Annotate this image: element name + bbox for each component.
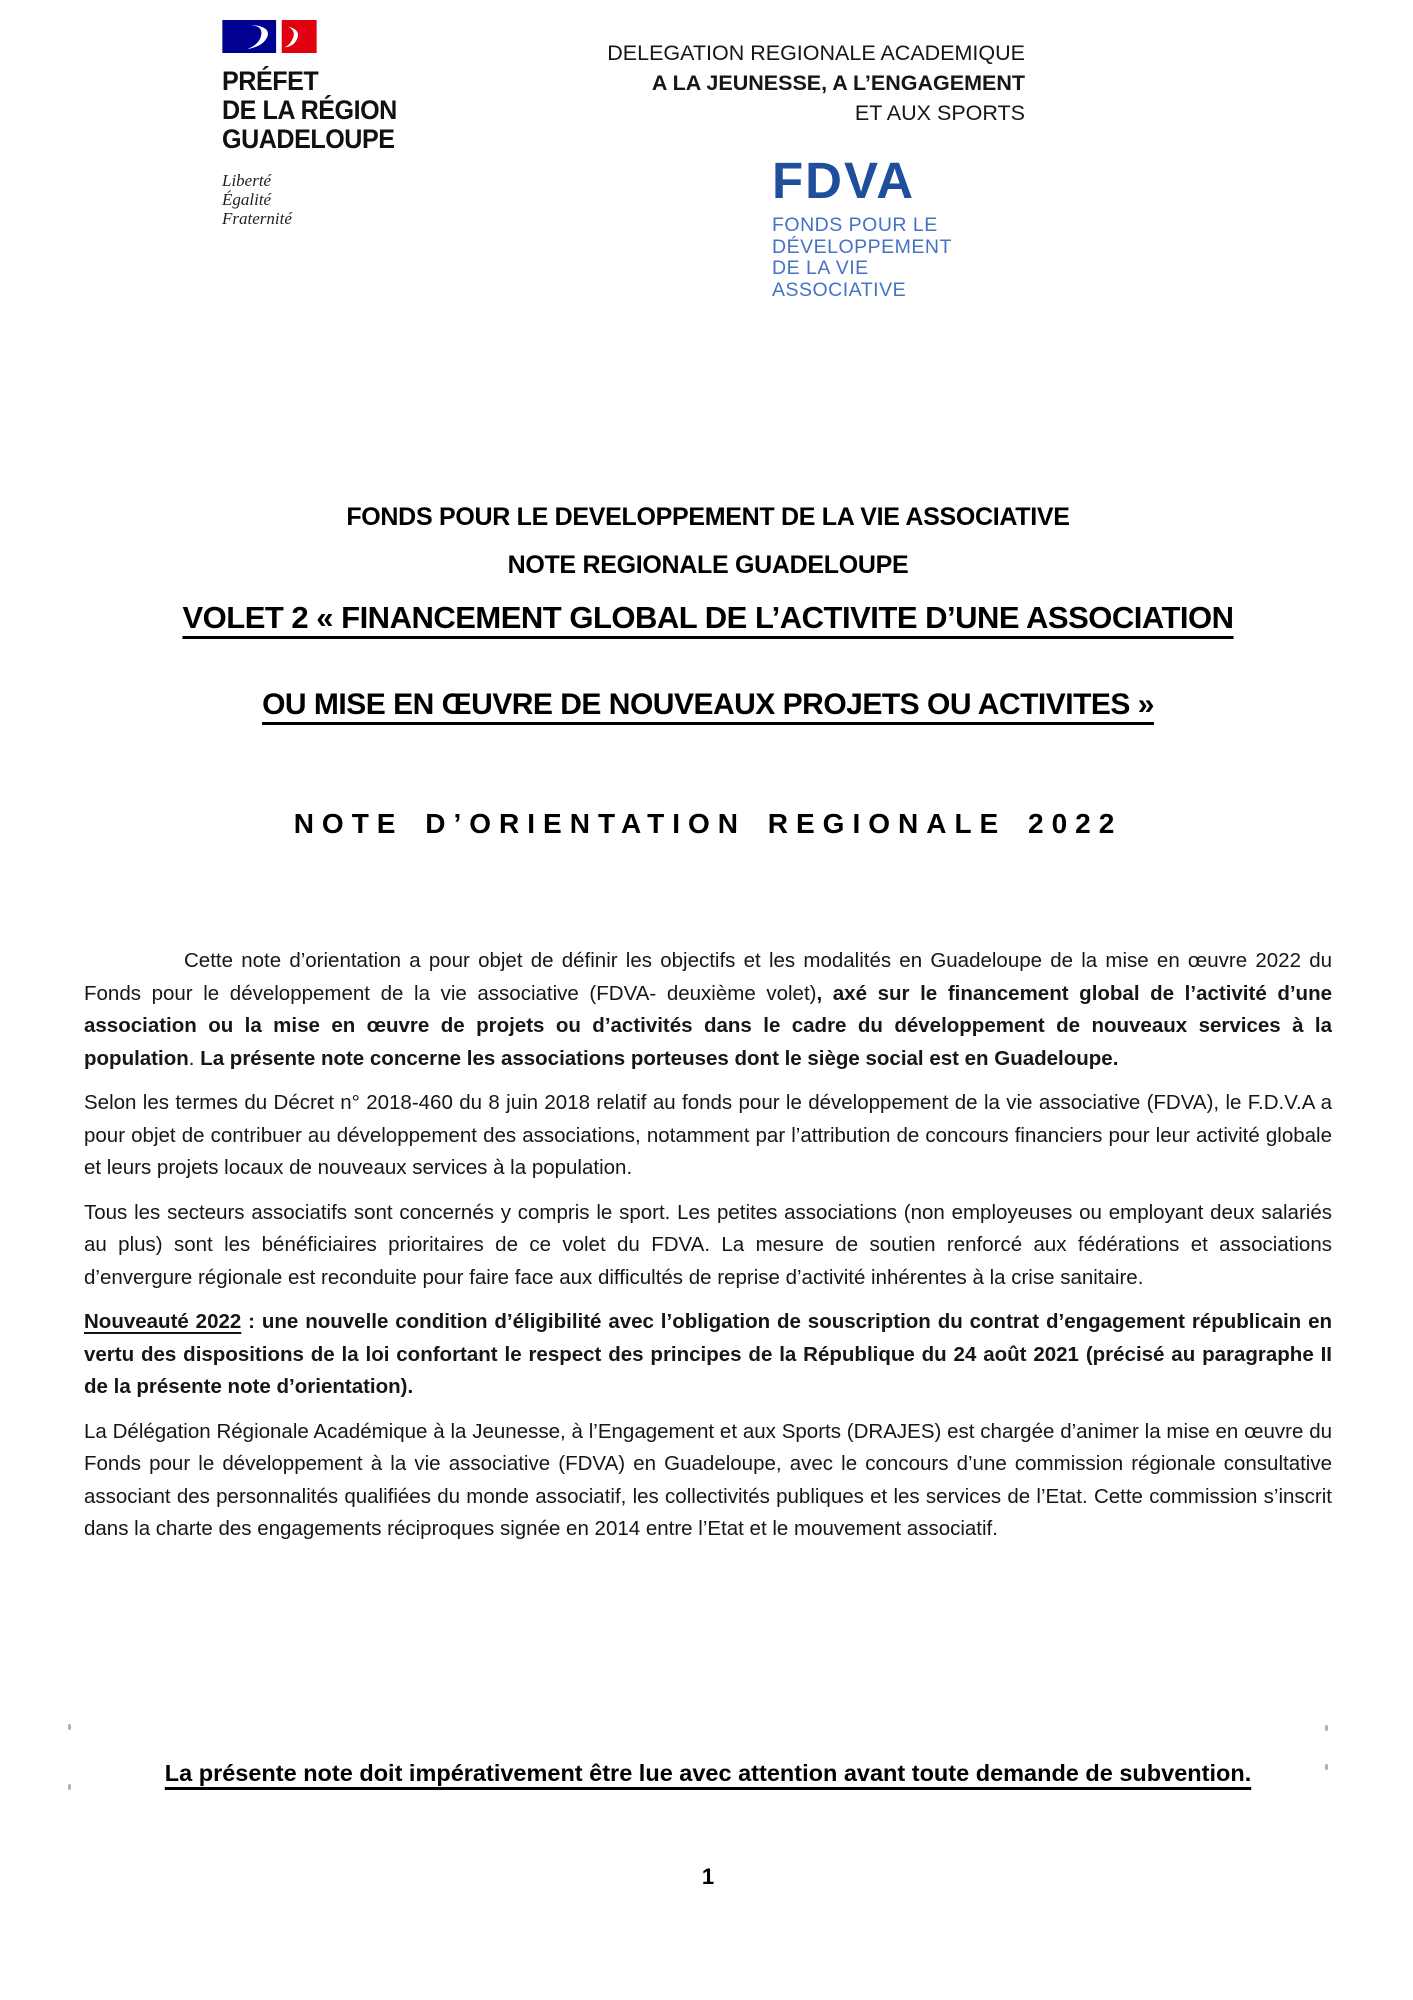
prefect-title-line: PRÉFET bbox=[222, 66, 319, 96]
paragraph-secteurs: Tous les secteurs associatifs sont concernés y compris le sport. Les petites associations (non employeuses ou employant deux salariés au plus) sont les bénéficiaires prioritaires de ce volet du FDVA. La mesure de soutien renforcé aux fédérations et associations d’envergure régionale est reconduite pour faire face aux difficultés de reprise d’activité inhérentes à la crise sanitaire. bbox=[84, 1200, 1332, 1289]
motto-line: Fraternité bbox=[222, 209, 292, 228]
nouveaute-lead: Nouveauté 2022 bbox=[84, 1310, 242, 1333]
prefet-logo-block bbox=[222, 20, 522, 228]
drajes-header bbox=[607, 38, 1025, 128]
document-body bbox=[84, 945, 1332, 1558]
drajes-line-1: DELEGATION REGIONALE ACADEMIQUE bbox=[607, 41, 1025, 65]
scan-artifact-mark bbox=[68, 1724, 71, 1730]
text-run-bold: La présente note concerne les associations porteuses dont le siège social est en Guadeloupe. bbox=[200, 1046, 1119, 1070]
drajes-line-3: ET AUX SPORTS bbox=[854, 101, 1025, 125]
fdva-acronym: FDVA bbox=[772, 152, 916, 209]
paragraph-intro bbox=[84, 945, 1332, 1075]
volet-title-line-1: VOLET 2 « FINANCEMENT GLOBAL DE L’ACTIVITE D’UNE ASSOCIATION bbox=[182, 600, 1234, 635]
drajes-line-2: A LA JEUNESSE, A L’ENGAGEMENT bbox=[651, 71, 1025, 95]
doc-title-line-1: FONDS POUR LE DEVELOPPEMENT DE LA VIE ASSOCIATIVE bbox=[346, 503, 1070, 531]
text-run: . bbox=[188, 1046, 201, 1070]
doc-title-line-2: NOTE REGIONALE GUADELOUPE bbox=[507, 551, 909, 579]
paragraph-drajes: La Délégation Régionale Académique à la Jeunesse, à l’Engagement et aux Sports (DRAJES) est chargée d’animer la mise en œuvre du Fonds pour le développement à la vie associative (FDVA) en Guadeloupe, avec le concours d’une commission régionale consultative associant des personnalités qualifiées du monde associatif, les collectivités publiques et les services de l’Etat. Cette commission s’inscrit dans la charte des engagements réciproques signée en 2014 entre l’Etat et le mouvement associatif. bbox=[84, 1419, 1332, 1540]
prefect-title-line: GUADELOUPE bbox=[222, 124, 395, 154]
prefect-title-line: DE LA RÉGION bbox=[222, 95, 397, 125]
marianne-flag-icon bbox=[222, 20, 317, 53]
prefect-title bbox=[222, 67, 501, 154]
fdva-logo bbox=[772, 152, 952, 301]
motto-line: Liberté bbox=[222, 171, 272, 190]
text-run-bold: : bbox=[241, 1310, 262, 1333]
fdva-subtitle-line: DE LA VIE bbox=[772, 257, 869, 279]
page-number: 1 bbox=[701, 1864, 715, 1889]
fdva-subtitle-line: FONDS POUR LE bbox=[772, 214, 938, 236]
paragraph-decret: Selon les termes du Décret n° 2018-460 du 8 juin 2018 relatif au fonds pour le développement de la vie associative (FDVA), le F.D.V.A a pour objet de contribuer au développement des associations, notamment par l’attribution de concours financiers pour leur activité globale et leurs projets locaux de nouveaux services à la population. bbox=[84, 1091, 1332, 1179]
volet-title-line-2: OU MISE EN ŒUVRE DE NOUVEAUX PROJETS OU ACTIVITES » bbox=[262, 688, 1154, 721]
orientation-title: NOTE D’ORIENTATION REGIONALE 2022 bbox=[293, 808, 1123, 839]
paragraph-nouveaute bbox=[84, 1306, 1332, 1404]
text-run: Cette note d’orientation a pour objet de définir les objectifs et les modalités en Guadeloupe de la mise en œuvre 2022 du Fonds pour le développement de la vie associative (FDVA- deuxième volet) bbox=[84, 949, 1332, 1005]
republic-motto bbox=[222, 171, 522, 228]
motto-line: Égalité bbox=[222, 190, 272, 209]
scan-artifact-mark bbox=[68, 1784, 71, 1790]
fdva-subtitle bbox=[772, 215, 952, 301]
footer-notice: La présente note doit impérativement être lue avec attention avant toute demande de subvention. bbox=[164, 1760, 1252, 1786]
scan-artifact-mark bbox=[1325, 1725, 1328, 1731]
text-run-bold: , axé sur le financement global de l’activité d’une association ou la mise en œuvre de projets ou d’activités dans le cadre du développement de nouveaux services à la population bbox=[84, 981, 1332, 1070]
fdva-subtitle-line: DÉVELOPPEMENT bbox=[772, 235, 952, 258]
text-run-bold: une nouvelle condition d’éligibilité avec l’obligation de souscription du contrat d’engagement républicain en vertu des dispositions de la loi confortant le respect des principes de la République du 24 août 2021 (précisé au paragraphe II de la présente note d’orientation). bbox=[84, 1310, 1332, 1398]
fdva-subtitle-line: ASSOCIATIVE bbox=[772, 278, 907, 301]
